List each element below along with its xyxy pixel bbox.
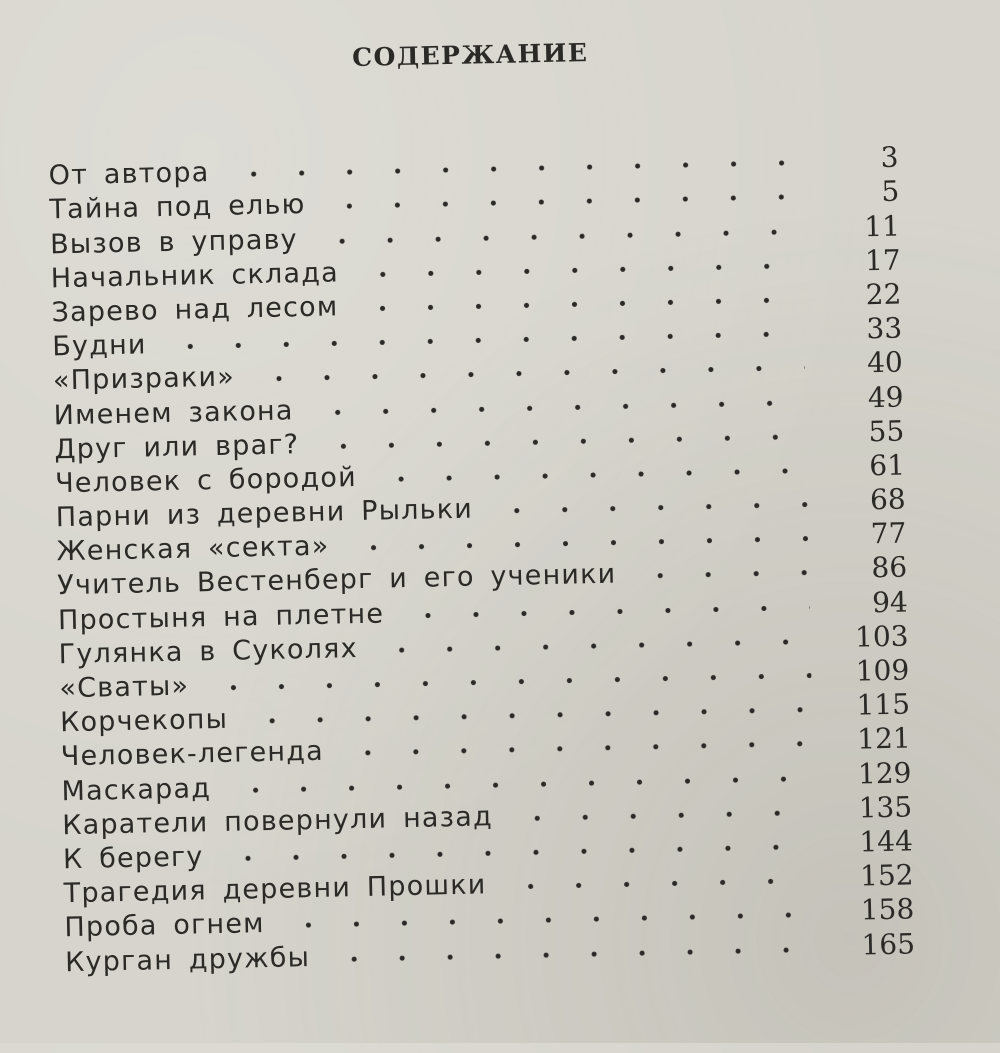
toc-entry-title: Женская «секта» (56, 530, 330, 568)
toc-entry-page-number: 49 (867, 380, 904, 414)
dot-leader (344, 741, 813, 757)
toc-entry-title: Вызов в управу (49, 223, 299, 260)
dot-leader (318, 228, 802, 244)
toc-entry-title: К берегу (62, 841, 204, 876)
toc-entry-title: «Призраки» (52, 361, 236, 397)
toc-entry-title: Будни (51, 329, 147, 363)
dot-leader (314, 399, 806, 415)
contents-heading: СОДЕРЖАНИЕ (351, 38, 589, 72)
toc-entry-page-number: 22 (865, 277, 902, 312)
dot-leader (349, 536, 808, 552)
dot-leader (330, 946, 817, 962)
toc-entry-page-number: 86 (871, 550, 908, 585)
toc-entry-title: Парни из деревни Рыльки (55, 493, 474, 534)
toc-entry-page-number: 33 (866, 311, 903, 346)
toc-entry-title: Каратели повернули назад (61, 800, 494, 841)
toc-entry-page-number: 61 (868, 448, 906, 483)
toc-entry-title: Простыня на плетне (57, 598, 385, 636)
toc-entry-title: Человек-легенда (60, 736, 325, 773)
toc-entry-title: Маскарад (61, 772, 212, 807)
dot-leader (513, 809, 815, 821)
toc-entry-title: «Сваты» (59, 670, 190, 705)
toc-entry-page-number: 165 (861, 926, 916, 962)
toc-entry-page-number: 152 (859, 858, 914, 893)
toc-entry-page-number: 3 (880, 140, 899, 175)
toc-entry-title: Начальник склада (50, 257, 340, 295)
dot-leader (325, 194, 801, 210)
dot-leader (358, 297, 803, 312)
dot-leader (285, 912, 817, 929)
toc-entry-title: Корчекопы (59, 703, 229, 739)
toc-entry-title: Зарево над лесом (51, 291, 339, 329)
toc-entry-page-number: 135 (858, 790, 913, 825)
dot-leader (507, 878, 816, 890)
toc-entry-title: От автора (48, 157, 210, 192)
toc-entry-title: Учитель Вестенберг и его ученики (56, 559, 617, 602)
dot-leader (493, 502, 808, 515)
toc-entry-title: Курган дружбы (64, 941, 311, 978)
dot-leader (377, 467, 807, 482)
toc-entry-page-number: 94 (871, 585, 909, 619)
dot-leader (378, 638, 811, 653)
dot-leader (319, 433, 806, 449)
dot-leader (359, 262, 803, 277)
toc-entry-page-number: 55 (868, 414, 905, 448)
toc-entry-page-number: 115 (856, 687, 911, 722)
toc-entry-title: Друг или враг? (54, 428, 300, 466)
toc-entry-page-number: 77 (870, 516, 907, 551)
toc-entry-page-number: 109 (855, 653, 910, 688)
toc-entry-page-number: 129 (857, 756, 912, 791)
toc-entry-title: Именем закона (53, 394, 294, 431)
toc-entry-page-number: 40 (866, 345, 904, 380)
toc-entry-page-number: 121 (856, 721, 912, 756)
dot-leader (636, 570, 809, 580)
toc-entry-page-number: 5 (881, 174, 900, 209)
toc-entry-page-number: 144 (859, 824, 914, 859)
toc-entry-title: Человек с бородой (54, 461, 358, 500)
table-of-contents (48, 138, 915, 976)
dot-leader (404, 604, 810, 618)
toc-entry-page-number: 68 (869, 482, 906, 517)
toc-entry-page-number: 17 (864, 243, 901, 278)
toc-entry-title: Тайна под елью (49, 189, 306, 226)
toc-entry-title: Гулянка в Суколях (58, 632, 359, 671)
toc-entry-title: Проба огнем (64, 908, 266, 944)
toc-entry-page-number: 158 (860, 892, 915, 927)
toc-entry-title: Трагедия деревни Прошки (63, 869, 487, 910)
toc-entry-page-number: 103 (854, 619, 909, 654)
toc-entry-page-number: 11 (863, 209, 901, 243)
